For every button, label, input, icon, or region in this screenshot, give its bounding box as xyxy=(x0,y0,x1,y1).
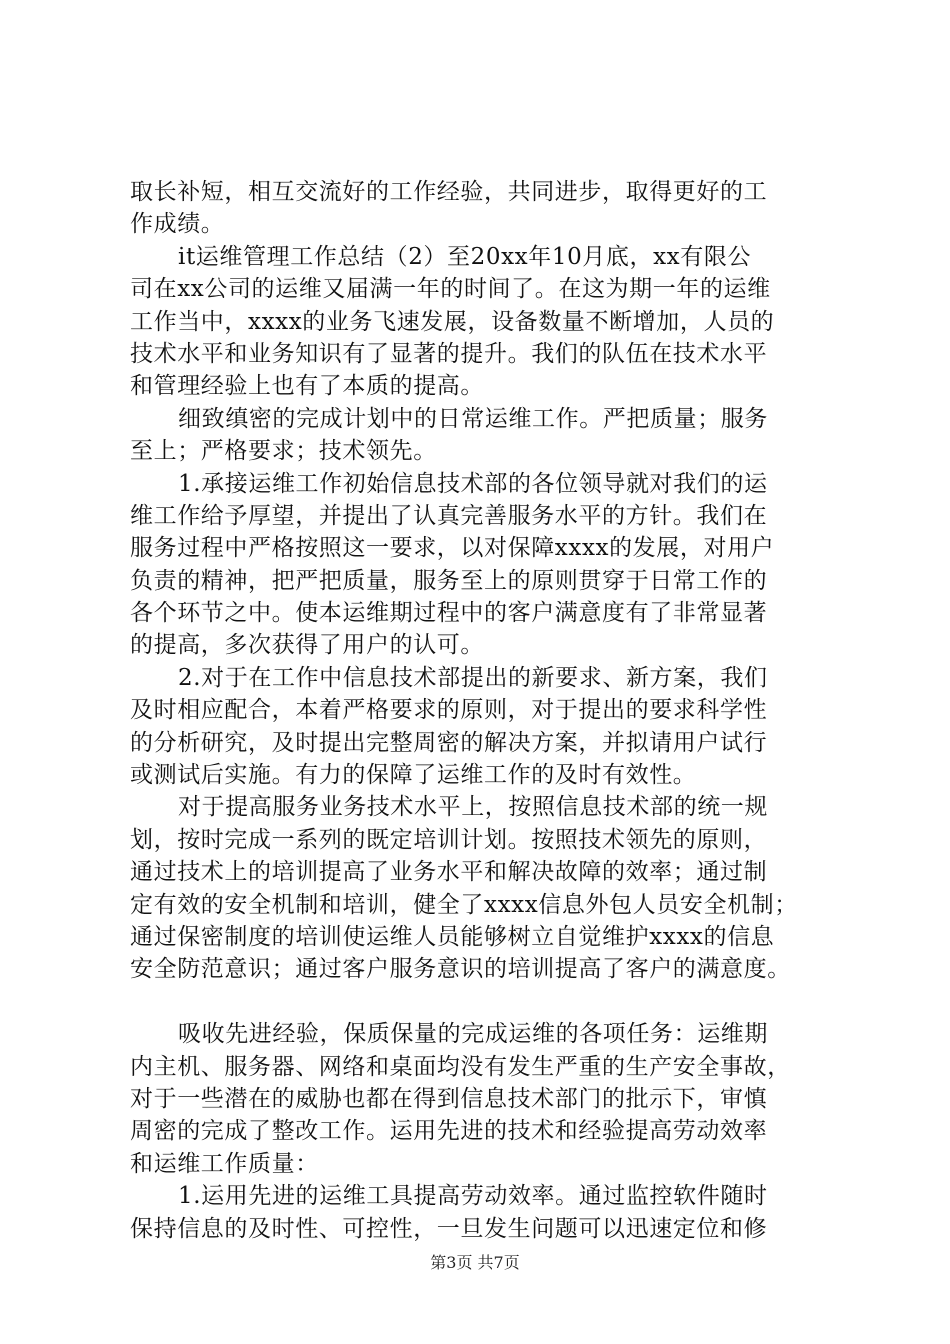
text-line: 工作当中，xxxx的业务飞速发展，设备数量不断增加，人员的 xyxy=(130,308,775,335)
text-line: 周密的完成了整改工作。运用先进的技术和经验提高劳动效率 xyxy=(130,1118,768,1145)
text-line: 内主机、服务器、网络和桌面均没有发生严重的生产安全事故， xyxy=(130,1053,791,1080)
text-line: 及时相应配合，本着严格要求的原则，对于提出的要求科学性 xyxy=(130,697,768,724)
text-line: 司在xx公司的运维又届满一年的时间了。在这为期一年的运维 xyxy=(130,276,771,303)
text-line: 通过保密制度的培训使运维人员能够树立自觉维护xxxx的信息 xyxy=(130,923,775,950)
text-line: 和运维工作质量： xyxy=(130,1150,319,1177)
text-line: 的提高，多次获得了用户的认可。 xyxy=(130,632,484,659)
text-line: 1.承接运维工作初始信息技术部的各位领导就对我们的运 xyxy=(178,470,768,497)
text-line: 吸收先进经验，保质保量的完成运维的各项任务：运维期 xyxy=(178,1021,768,1048)
blank-line xyxy=(130,986,850,1018)
text-line: 对于提高服务业务技术水平上，按照信息技术部的统一规 xyxy=(178,794,768,821)
text-line: 安全防范意识；通过客户服务意识的培训提高了客户的满意度。 xyxy=(130,956,791,983)
text-line: it运维管理工作总结（2）至20xx年10月底，xx有限公 xyxy=(178,243,752,270)
text-line: 细致缜密的完成计划中的日常运维工作。严把质量；服务 xyxy=(178,405,768,432)
text-line: 保持信息的及时性、可控性，一旦发生问题可以迅速定位和修 xyxy=(130,1215,768,1242)
text-line: 技术水平和业务知识有了显著的提升。我们的队伍在技术水平 xyxy=(130,340,768,367)
text-line: 作成绩。 xyxy=(130,211,225,238)
text-line: 通过技术上的培训提高了业务水平和解决故障的效率；通过制 xyxy=(130,859,768,886)
text-line: 的分析研究，及时提出完整周密的解决方案，并拟请用户试行 xyxy=(130,729,768,756)
page-footer: 第3页 共7页 xyxy=(430,1253,520,1272)
text-line: 或测试后实施。有力的保障了运维工作的及时有效性。 xyxy=(130,762,697,789)
text-line: 定有效的安全机制和培训，健全了xxxx信息外包人员安全机制； xyxy=(130,891,798,918)
text-line: 维工作给予厚望，并提出了认真完善服务水平的方针。我们在 xyxy=(130,502,768,529)
text-line: 至上；严格要求；技术领先。 xyxy=(130,438,437,465)
text-line: 和管理经验上也有了本质的提高。 xyxy=(130,373,484,400)
document-body xyxy=(130,176,850,1245)
text-line: 对于一些潜在的威胁也都在得到信息技术部门的批示下，审慎 xyxy=(130,1085,768,1112)
text-line: 各个环节之中。使本运维期过程中的客户满意度有了非常显著 xyxy=(130,600,768,627)
text-line: 2.对于在工作中信息技术部提出的新要求、新方案，我们 xyxy=(178,664,768,691)
text-line: 服务过程中严格按照这一要求，以对保障xxxx的发展，对用户 xyxy=(130,535,775,562)
text-line: 划，按时完成一系列的既定培训计划。按照技术领先的原则， xyxy=(130,826,768,853)
text-line: 1.运用先进的运维工具提高劳动效率。通过监控软件随时 xyxy=(178,1183,768,1210)
text-line: 取长补短，相互交流好的工作经验，共同进步，取得更好的工 xyxy=(130,179,768,205)
text-line: 负责的精神，把严把质量，服务至上的原则贯穿于日常工作的 xyxy=(130,567,768,594)
